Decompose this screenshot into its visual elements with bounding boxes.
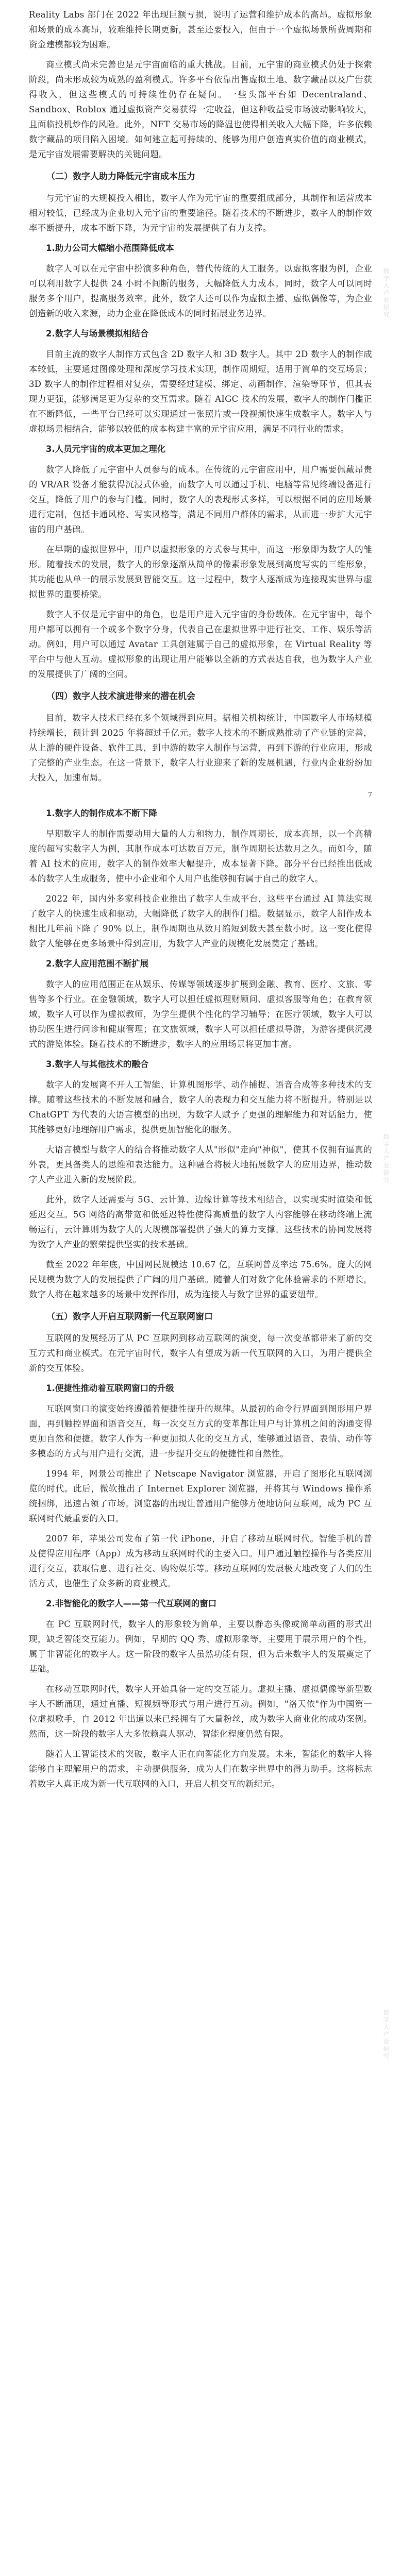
paragraph: 2022 年，国内外多家科技企业推出了数字人生成平台，这些平台通过 AI 算法实现了数字人的快速生成和驱动，大幅降低了数字人的制作门槛。数据显示，数字人制作成本相比几年前下降了 90% 以上，制作周期也从数月缩短到数天甚至数小时。这一变化使得数字人能够在更多场景中得到应用，为数字人产业的规模化发展奠定了基础。 — [29, 894, 372, 948]
watermark: 数字人产业研究 — [382, 1133, 390, 1184]
paragraph: 截至 2022 年年底，中国网民规模达 10.67 亿，互联网普及率达 75.6%。庞大的网民规模为数字人的发展提供了广阔的用户基础。随着人们对数字化体验需求的不断增长，数字人将在越来越多的场景中发挥作用，成为连接人与数字世界的重要纽带。 — [29, 1260, 372, 1299]
watermark: 数字人产业研究 — [382, 268, 390, 318]
subsection-heading: 3.数字人与其他技术的融合 — [46, 1059, 149, 1069]
subsection-heading: 1.数字人的制作成本不断下降 — [46, 808, 157, 818]
paragraph: 随着人工智能技术的突破，数字人正在向智能化方向发展。未来，智能化的数字人将能够自主理解用户的需求，主动提供服务，成为人们在数字世界中的得力助手。这将标志着数字人真正成为新一代互联网的入口，开启人机交互的新纪元。 — [29, 1749, 372, 1789]
subsection-heading: 2.数字人与场景模拟相结合 — [46, 329, 149, 338]
subsection-heading: 2.数字人应用范围不断扩展 — [46, 959, 149, 969]
paragraph: 数字人的发展离不开人工智能、计算机图形学、动作捕捉、语音合成等多种技术的支撑。随着这些技术的不断发展和融合，数字人的表现力和交互能力将不断提升。特别是以 ChatGPT 为代表的大语言模型的出现，为数字人赋予了更强的理解能力和对话能力，使其能够更好地理解用户需求，提供更加智能化的服务。 — [29, 1080, 372, 1134]
watermark: 数字人产业研究 — [382, 2009, 390, 2060]
subsection-heading: 1.便捷性推动着互联网窗口的升级 — [46, 1383, 174, 1393]
section-heading: （四）数字人技术演进带来的潜在机会 — [46, 691, 195, 702]
paragraph: 2007 年，苹果公司发布了第一代 iPhone，开启了移动互联网时代。智能手机的普及使得应用程序（App）成为移动互联网时代的主要入口。用户通过触控操作与各类应用进行交互，获取信息、进行社交、购物娱乐等。移动互联网的发展极大地改变了人们的生活方式，也催生了众多新的商业模式。 — [29, 1534, 372, 1588]
paragraph: 早期数字人的制作需要动用大量的人力和物力，制作周期长，成本高昂，以一个高精度的超写实数字人为例，其制作成本可达数百万元，制作周期长达数月之久。而如今，随着 AI 技术的应用，数字人的制作效率大幅提升，成本显著下降。部分平台已经推出低成本的数字人生成服务，使中小企业和个人用户也能够拥有属于自己的数字人。 — [29, 829, 372, 884]
paragraph: 商业模式尚未完善也是元宇宙面临的重大挑战。目前，元宇宙的商业模式仍处于探索阶段，尚未形成较为成熟的盈利模式。许多平台依靠出售虚拟土地、数字藏品以及广告获得收入，但这些模式的可持续性仍存在疑问。一些头部平台如 Decentraland、Sandbox、Roblox 通过虚拟资产交易获得一定收益，但这种收益受市场波动影响较大，且面临投机炒作的风险。此外，NFT 交易市场的降温也使得相关收入大幅下降，许多依赖数字藏品的项目陷入困境。如何建立起可持续的、能够为用户创造真实价值的商业模式，是元宇宙发展需要解决的关键问题。 — [29, 60, 372, 159]
paragraph: 大语言模型与数字人的结合将推动数字人从"形似"走向"神似"，使其不仅拥有逼真的外表，更具备类人的思维和表达能力。这种融合将极大地拓展数字人的应用边界，推动数字人产业进入新的发展阶段。 — [29, 1145, 372, 1184]
paragraph: Reality Labs 部门在 2022 年出现巨额亏损，说明了运营和维护成本的高昂。虚拟形象和场景的成本高昂，较难维持长期更新，甚至还要投入，但由于一个虚拟场景所费周期和资金建模都较为困难。 — [29, 10, 372, 49]
paragraph: 1994 年，网景公司推出了 Netscape Navigator 浏览器，开启了图形化互联网浏览的时代。此后，微软推出了 Internet Explorer 浏览器，并将其与 Windows 操作系统捆绑，迅速占领了市场。浏览器的出现让普通用户能够方便地访问互联网，成为 PC 互联网时代最重要的入口。 — [29, 1469, 372, 1523]
paragraph: 互联网窗口的演变始终遵循着便捷性提升的规律。从最初的命令行界面到图形用户界面，再到触控界面和语音交互，每一次交互方式的变革都让用户与计算机之间的沟通变得更加自然和便捷。数字人作为一种更加拟人化的交互方式，能够通过语音、表情、动作等多模态的方式与用户进行交流，进一步提升交互的便捷性和自然性。 — [29, 1404, 372, 1459]
paragraph: 数字人降低了元宇宙中人员参与的成本。在传统的元宇宙应用中，用户需要佩戴昂贵的 VR/AR 设备才能获得沉浸式体验，而数字人可以通过手机、电脑等常见终端设备进行交互，降低了用户的参与门槛。同时，数字人的表现形式多样，可以根据不同的应用场景进行定制，包括卡通风格、写实风格等，满足不同用户群体的需求，从而进一步扩大元宇宙的用户基础。 — [29, 465, 372, 534]
paragraph: 与元宇宙的大规模投入相比，数字人作为元宇宙的重要组成部分，其制作和运营成本相对较低，已经成为企业切入元宇宙的重要途径。随着技术的不断进步，数字人的制作效率不断提升，成本不断下降，为元宇宙的发展提供了有力支撑。 — [29, 193, 372, 233]
paragraph: 在早期的虚拟世界中，用户以虚拟形象的方式参与其中，而这一形象即为数字人的雏形。随着技术的发展，数字人的形象逐渐从简单的像素形象发展到高度写实的三维形象，其功能也从单一的展示发展到智能交互。这一过程中，数字人逐渐成为连接现实世界与虚拟世界的重要桥梁。 — [29, 545, 372, 599]
paragraph: 数字人可以在元宇宙中扮演多种角色，替代传统的人工服务。以虚拟客服为例，企业可以利用数字人提供 24 小时不间断的服务，大幅降低人力成本。同时，数字人可以同时服务多个用户，提高服务效率。此外，数字人还可以作为虚拟主播、虚拟偶像等，为企业创造新的收入来源，助力企业在降低成本的同时拓展业务边界。 — [29, 264, 372, 318]
paragraph: 数字人不仅是元宇宙中的角色，也是用户进入元宇宙的身份载体。在元宇宙中，每个用户都可以拥有一个或多个数字分身，代表自己在虚拟世界中进行社交、工作、娱乐等活动。例如，用户可以通过 Avatar 工具创建属于自己的虚拟形象，在 Virtual Reality 等平台中与他人互动。虚拟形象的出现让用户能够以全新的方式表达自我，也为数字人产业的发展提供了广阔的空间。 — [29, 609, 372, 679]
paragraph: 目前，数字人技术已经在多个领域得到应用。据相关机构统计，中国数字人市场规模持续增长，预计到 2025 年将超过千亿元。数字人技术的不断成熟推动了产业链的完善，从上游的硬件设备、软件工具，到中游的数字人制作与运营，再到下游的行业应用，形成了完整的产业生态。在这一背景下，数字人行业迎来了新的发展机遇，行业内企业纷纷加大投入，加速布局。 — [29, 713, 372, 783]
paragraph: 在移动互联网时代，数字人开始具备一定的交互能力。虚拟主播、虚拟偶像等新型数字人不断涌现，通过直播、短视频等形式与用户进行互动。例如，"洛天依"作为中国第一位虚拟歌手，自 2012 年出道以来已经拥有了大量粉丝，成为数字人商业化的成功案例。然而，这一阶段的数字人大多依赖真人驱动，智能化程度仍然有限。 — [29, 1684, 372, 1739]
paragraph: 数字人的应用范围正在从娱乐、传媒等领域逐步扩展到金融、教育、医疗、文旅、零售等多个行业。在金融领域，数字人可以担任虚拟理财顾问、虚拟客服等角色；在教育领域，数字人可以作为虚拟教师，为学生提供个性化的学习辅导；在医疗领域，数字人可以协助医生进行问诊和健康管理；在文旅领域，数字人可以担任虚拟导游，为游客提供沉浸式的游览体验。随着技术的不断进步，数字人的应用场景将更加丰富。 — [29, 979, 372, 1049]
paragraph: 目前主流的数字人制作方式包含 2D 数字人和 3D 数字人。其中 2D 数字人的制作成本较低，主要通过图像处理和深度学习技术实现，制作周期短，适用于简单的交互场景；3D 数字人的制作过程相对复杂，需要经过建模、绑定、动画制作、渲染等环节，但其表现力更强，能够满足更为复杂的交互需求。随着 AIGC 技术的发展，数字人的制作门槛正在不断降低，一些平台已经可以实现通过一张照片或一段视频快速生成数字人。数字人与虚拟场景相结合，能够以较低的成本构建丰富的元宇宙应用，满足不同行业的需求。 — [29, 349, 372, 434]
page-number: 7 — [367, 791, 372, 799]
section-heading: （二）数字人助力降低元宇宙成本压力 — [46, 172, 195, 182]
subsection-heading: 1.助力公司大幅缩小范围降低成本 — [46, 243, 174, 253]
subsection-heading: 2.非智能化的数字人——第一代互联网的窗口 — [46, 1599, 217, 1608]
paragraph: 此外，数字人还需要与 5G、云计算、边缘计算等技术相结合，以实现实时渲染和低延迟交互。5G 网络的高带宽和低延迟特性使得高质量的数字人内容能够在移动终端上流畅运行，云计算则为数字人的大规模部署提供了强大的算力支撑。这些技术的协同发展将为数字人产业的繁荣提供坚实的技术基础。 — [29, 1195, 372, 1249]
paragraph: 在 PC 互联网时代，数字人的形象较为简单，主要以静态头像或简单动画的形式出现，缺乏智能交互能力。例如，早期的 QQ 秀、虚拟形象等，主要用于展示用户的个性，属于非智能化的数字人。这一阶段的数字人虽然功能有限，但为后来数字人的发展奠定了基础。 — [29, 1619, 372, 1674]
paragraph: 互联网的发展经历了从 PC 互联网到移动互联网的演变，每一次变革都带来了新的交互方式和商业模式。在元宇宙时代，数字人有望成为新一代互联网的入口，为用户提供全新的交互体验。 — [29, 1333, 372, 1373]
section-heading: （五）数字人开启互联网新一代互联网窗口 — [46, 1312, 213, 1322]
subsection-heading: 3.人员元宇宙的成本更加之理化 — [46, 444, 166, 454]
